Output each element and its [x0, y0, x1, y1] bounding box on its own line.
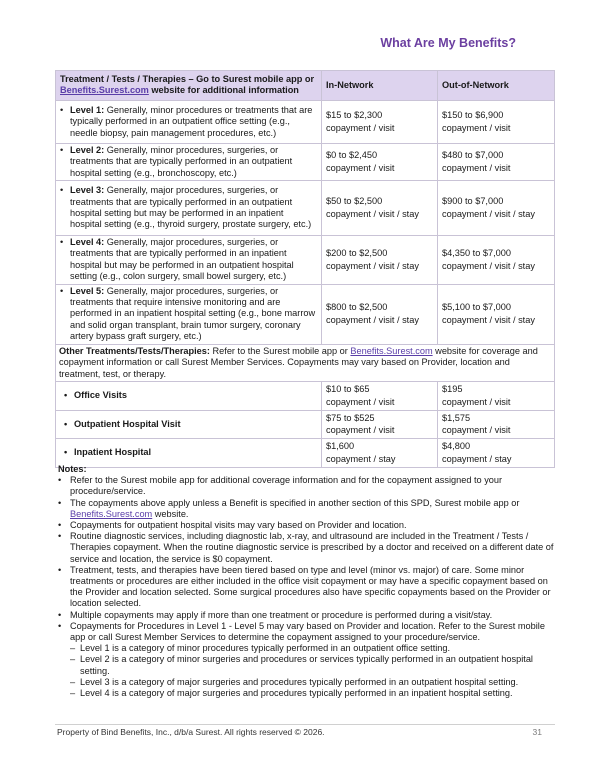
note-subitem-text: Level 2 is a category of minor surgeries and procedures or services typically performed in an outpatient hospital setting. [80, 654, 533, 676]
benefits-surest-link[interactable]: Benefits.Surest.com [60, 85, 149, 96]
note-subitem [58, 677, 556, 688]
copay-range: $200 to $2,500 [326, 248, 388, 259]
copay-range: $50 to $2,500 [326, 196, 383, 207]
level-cell [56, 236, 322, 285]
notes-section [58, 464, 556, 699]
copay-unit: copayment / visit / stay [326, 260, 419, 271]
bullet-icon: • [58, 531, 62, 542]
bullet-icon: • [60, 237, 64, 248]
table-row [56, 100, 555, 143]
copay-range: $150 to $6,900 [442, 110, 504, 121]
note-subitem-text: Level 1 is a category of minor procedures typically performed in an outpatient office setting. [80, 643, 451, 654]
out-network-cell [438, 381, 555, 410]
other-treatments-row [56, 344, 555, 381]
header-treatment [56, 71, 322, 101]
service-name: Inpatient Hospital [74, 447, 152, 458]
copay-unit: copayment / stay [442, 453, 512, 464]
copay-unit: copayment / visit [326, 122, 395, 133]
note-text: Routine diagnostic services, including diagnostic lab, x-ray, and ultrasound are included in the Treatment / Tests / Therapies copayment. When the routine diagnostic service is prescribed by a doctor and received on a different date of service and location, the service is $0 copayment. [70, 531, 554, 564]
header-treatment-text-end: website for additional information [148, 85, 299, 96]
note-item [58, 475, 556, 497]
level-description: Generally, minor procedures, surgeries, or treatments that are typically performed in an outpatient hospital setting (e.g., bronchoscopy, etc.) [70, 144, 293, 178]
note-item [58, 610, 556, 621]
copay-value: $1,575 [442, 412, 471, 423]
page-number: 31 [532, 727, 542, 737]
table-row [56, 236, 555, 285]
dash-icon: – [70, 654, 76, 665]
note-item [58, 565, 556, 610]
in-network-cell [322, 381, 438, 410]
bullet-icon: • [60, 104, 64, 115]
table-row [56, 143, 555, 180]
level-name: Level 1: [70, 104, 105, 115]
in-network-cell [322, 100, 438, 143]
other-treatments-label: Other Treatments/Tests/Therapies: [59, 345, 210, 356]
out-network-cell [438, 439, 555, 468]
bullet-icon: • [60, 185, 64, 196]
service-cell [56, 410, 322, 439]
copay-value: $75 to $525 [326, 412, 375, 423]
dash-icon: – [70, 688, 76, 699]
service-name: Office Visits [74, 390, 127, 400]
note-text [70, 498, 556, 520]
bullet-icon: • [58, 564, 62, 575]
copay-unit: copayment / visit / stay [442, 260, 535, 271]
note-text-end: website. [152, 508, 189, 519]
note-subitem [58, 654, 556, 676]
level-description: Generally, major procedures, surgeries, or treatments that require intensive monitoring and are performed in an inpatient hospital setting (e.g., bone marrow and solid organ transplant, brain tumor surgery, coronary artery bypass graft surgery, etc.) [70, 285, 316, 342]
copay-unit: copayment / stay [326, 453, 396, 464]
table-header-row [56, 71, 555, 101]
table-row [56, 439, 555, 468]
other-treatments-text: Refer to the Surest mobile app or [209, 345, 351, 356]
dash-icon: – [70, 676, 76, 687]
in-network-cell [322, 284, 438, 344]
copay-unit: copayment / visit / stay [442, 209, 535, 220]
footer-divider [55, 724, 555, 725]
copay-unit: copayment / visit [442, 162, 511, 173]
out-network-cell [438, 410, 555, 439]
header-treatment-text: Treatment / Tests / Therapies – Go to Surest mobile app or [60, 74, 315, 84]
copay-unit: copayment / visit [442, 396, 511, 407]
note-subitem [58, 643, 556, 654]
note-subitem-text: Level 4 is a category of major surgeries and procedures typically performed in an inpatient hospital setting. [80, 688, 513, 699]
in-network-cell [322, 143, 438, 180]
copay-unit: copayment / visit [442, 122, 511, 133]
copay-range: $480 to $7,000 [442, 150, 504, 161]
copay-unit: copayment / visit [326, 162, 395, 173]
service-cell [56, 381, 322, 410]
level-cell [56, 100, 322, 143]
level-cell [56, 284, 322, 344]
copay-range: $900 to $7,000 [442, 196, 504, 207]
out-network-cell [438, 284, 555, 344]
copay-value: $1,600 [326, 441, 355, 452]
copay-range: $800 to $2,500 [326, 302, 388, 313]
level-cell [56, 143, 322, 180]
benefits-table [55, 70, 555, 468]
other-treatments-cell [56, 344, 555, 381]
bullet-icon: • [58, 497, 62, 508]
copay-value: $4,800 [442, 441, 471, 452]
bullet-icon: • [64, 390, 68, 400]
service-name: Outpatient Hospital Visit [74, 418, 181, 429]
copay-range: $0 to $2,450 [326, 150, 378, 161]
out-network-cell [438, 236, 555, 285]
copay-range: $4,350 to $7,000 [442, 248, 511, 259]
bullet-icon: • [64, 447, 68, 458]
note-text: Multiple copayments may apply if more than one treatment or procedure is performed during a visit/stay. [70, 609, 493, 620]
note-subitem-text: Level 3 is a category of major surgeries and procedures typically performed in an outpatient hospital setting. [80, 676, 519, 687]
in-network-cell [322, 410, 438, 439]
page-section-title: What Are My Benefits? [380, 36, 516, 50]
bullet-icon: • [60, 285, 64, 296]
header-in-network: In-Network [322, 71, 438, 101]
benefits-surest-link[interactable]: Benefits.Surest.com [70, 508, 153, 519]
note-item [58, 531, 556, 565]
copay-unit: copayment / visit / stay [326, 315, 419, 326]
level-name: Level 2: [70, 144, 105, 155]
copay-unit: copayment / visit [442, 425, 511, 436]
level-description: Generally, major procedures, surgeries, or treatments that are typically performed in an inpatient hospital but may be performed in an outpatient hospital setting (e.g., colon surgery, small bowel surgery, etc.) [70, 237, 294, 282]
note-item [58, 498, 556, 520]
level-name: Level 3: [70, 185, 105, 196]
level-description: Generally, minor procedures or treatments that are typically performed in an outpatient office setting (e.g., needle biopsy, pain management procedures, etc.) [70, 104, 313, 138]
level-description: Generally, major procedures, surgeries, or treatments that are typically performed in an outpatient hospital setting but may be performed in an inpatient hospital setting (e.g., thyroid surgery, prostate surgery, etc.) [70, 185, 312, 230]
bullet-icon: • [58, 520, 62, 531]
copay-range: $15 to $2,300 [326, 110, 383, 121]
bullet-icon: • [58, 609, 62, 620]
footer-copyright: Property of Bind Benefits, Inc., d/b/a Surest. All rights reserved © 2026. [57, 727, 325, 737]
out-network-cell [438, 100, 555, 143]
service-cell [56, 439, 322, 468]
note-text: Copayments for outpatient hospital visits may vary based on Provider and location. [70, 520, 407, 531]
copay-unit: copayment / visit [326, 425, 395, 436]
header-out-of-network: Out-of-Network [438, 71, 555, 101]
bullet-icon: • [64, 418, 68, 429]
note-text: Refer to the Surest mobile app for additional coverage information and for the copayment assigned to your procedure/service. [70, 475, 503, 497]
other-treatments-text-end: website for coverage and copayment information or call Surest Member Services. Copayments may vary based on Provider, location and treatment, test, or therapy. [59, 345, 538, 379]
note-text: Copayments for Procedures in Level 1 - Level 5 may vary based on Provider and location. Refer to the Surest mobile app or call Surest Member Services to determine the copayment assigned to your procedure/service. [70, 620, 545, 643]
out-network-cell [438, 181, 555, 236]
copay-value: $195 [442, 383, 463, 394]
table-row [56, 410, 555, 439]
table-row [56, 284, 555, 344]
bullet-icon: • [58, 620, 62, 631]
dash-icon: – [70, 643, 76, 654]
bullet-icon: • [58, 475, 62, 486]
copay-range: $5,100 to $7,000 [442, 302, 511, 313]
in-network-cell [322, 181, 438, 236]
copay-unit: copayment / visit / stay [326, 209, 419, 220]
benefits-surest-link[interactable]: Benefits.Surest.com [350, 345, 433, 356]
level-name: Level 4: [70, 237, 105, 248]
level-name: Level 5: [70, 285, 105, 296]
note-text-start: The copayments above apply unless a Benefit is specified in another section of this SPD, Surest mobile app or [70, 497, 520, 508]
note-text: Treatment, tests, and therapies have been tiered based on type and level (minor vs. major) of care. Some minor treatments or procedures are either included in the office visit copayment or may have a specific copayment based on the Provider and location selected. Some surgical procedures also have specific copayments based on the Provider or location selected. [70, 564, 551, 609]
in-network-cell [322, 236, 438, 285]
in-network-cell [322, 439, 438, 468]
out-network-cell [438, 143, 555, 180]
level-cell [56, 181, 322, 236]
table-row [56, 381, 555, 410]
note-subitem [58, 688, 556, 699]
copay-unit: copayment / visit / stay [442, 315, 535, 326]
note-item [58, 520, 556, 531]
bullet-icon: • [60, 144, 64, 155]
table-row [56, 181, 555, 236]
copay-unit: copayment / visit [326, 396, 395, 407]
copay-value: $10 to $65 [326, 383, 370, 394]
note-item [58, 621, 556, 643]
notes-title: Notes: [58, 464, 87, 474]
